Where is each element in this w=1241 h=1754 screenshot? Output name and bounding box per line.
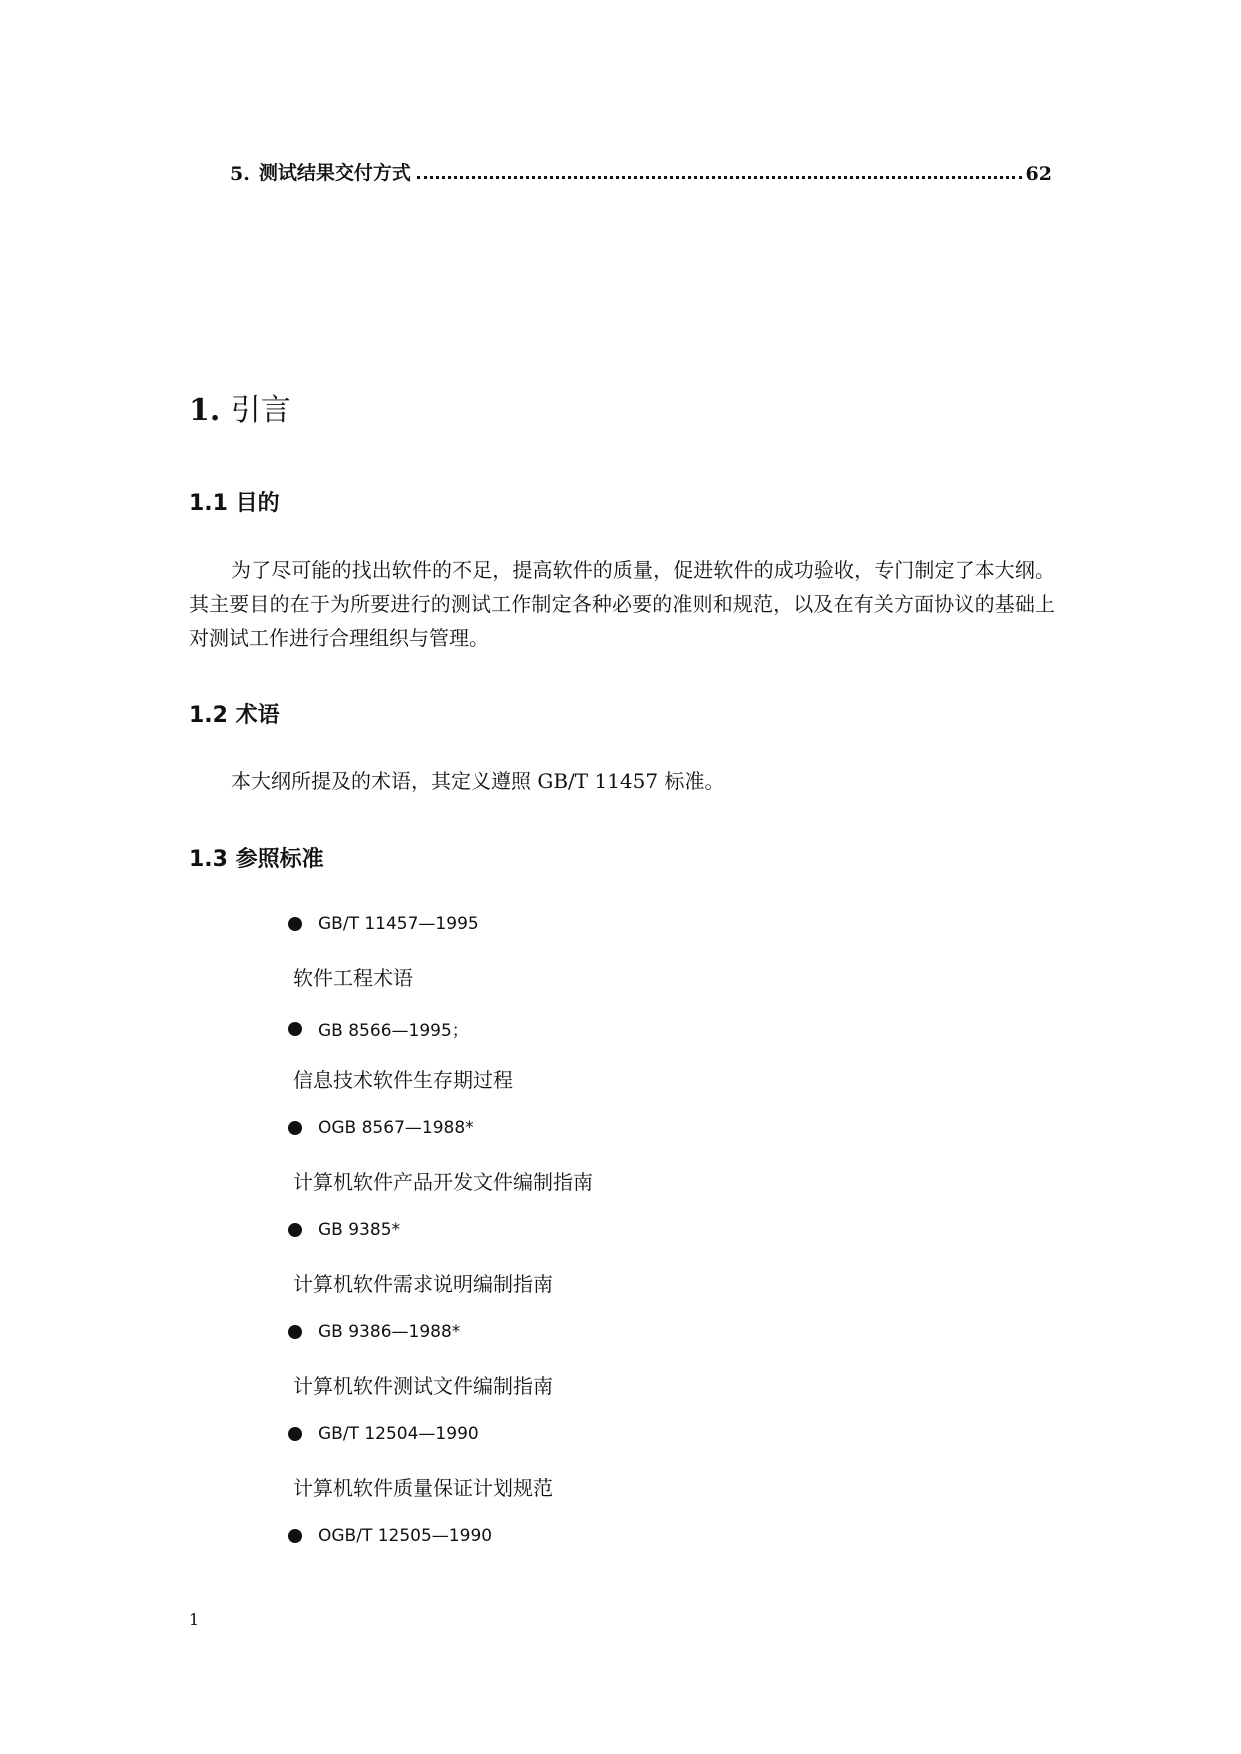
reference-code: GB 9385* xyxy=(318,1220,401,1240)
subsection-heading-references: 1.3 参照标准 xyxy=(189,847,324,872)
reference-item xyxy=(288,1526,492,1546)
toc-leader-dots xyxy=(417,176,1022,179)
reference-description: 计算机软件质量保证计划规范 xyxy=(293,1476,553,1500)
reference-item xyxy=(288,1016,469,1041)
reference-item xyxy=(288,914,479,934)
bullet-icon xyxy=(288,1529,302,1543)
subsection-heading-terms: 1.2 术语 xyxy=(189,703,280,728)
toc-entry-page: 62 xyxy=(1025,163,1052,185)
reference-code: GB 8566—1995； xyxy=(318,1021,469,1041)
reference-description: 信息技术软件生存期过程 xyxy=(293,1068,513,1092)
reference-code: GB/T 11457—1995 xyxy=(318,914,479,934)
terms-paragraph: 本大纲所提及的术语，其定义遵照 GB/T 11457 标准。 xyxy=(231,769,725,793)
reference-item xyxy=(288,1322,460,1342)
toc-entry-title: 测试结果交付方式 xyxy=(258,162,411,184)
section-number: 1. xyxy=(189,393,221,428)
toc-entry-number: 5. xyxy=(230,163,250,185)
purpose-paragraph: 为了尽可能的找出软件的不足，提高软件的质量，促进软件的成功验收，专门制定了本大纲。其主要目的在于为所要进行的测试工作制定各种必要的准则和规范，以及在有关方面协议的基础上对测试工作进行合理组织与管理。 xyxy=(189,558,1055,650)
reference-code: OGB 8567—1988* xyxy=(318,1118,474,1138)
bullet-icon xyxy=(288,1427,302,1441)
reference-code: GB 9386—1988* xyxy=(318,1322,461,1342)
section-heading-1 xyxy=(189,385,291,429)
reference-description: 计算机软件测试文件编制指南 xyxy=(293,1374,553,1398)
reference-code: OGB/T 12505—1990 xyxy=(318,1526,493,1546)
bullet-icon xyxy=(288,917,302,931)
reference-description: 软件工程术语 xyxy=(293,966,413,990)
reference-item xyxy=(288,1220,400,1240)
bullet-icon xyxy=(288,1223,302,1237)
reference-item xyxy=(288,1118,474,1138)
bullet-icon xyxy=(288,1325,302,1339)
bullet-icon xyxy=(288,1121,302,1135)
reference-item xyxy=(288,1424,479,1444)
section-title: 引言 xyxy=(230,393,291,428)
page-number: 1 xyxy=(189,1610,200,1629)
subsection-heading-purpose: 1.1 目的 xyxy=(189,491,280,516)
reference-code: GB/T 12504—1990 xyxy=(318,1424,479,1444)
bullet-icon xyxy=(288,1022,302,1036)
toc-entry[interactable] xyxy=(230,155,1052,185)
reference-description: 计算机软件需求说明编制指南 xyxy=(293,1272,553,1296)
reference-description: 计算机软件产品开发文件编制指南 xyxy=(293,1170,593,1194)
